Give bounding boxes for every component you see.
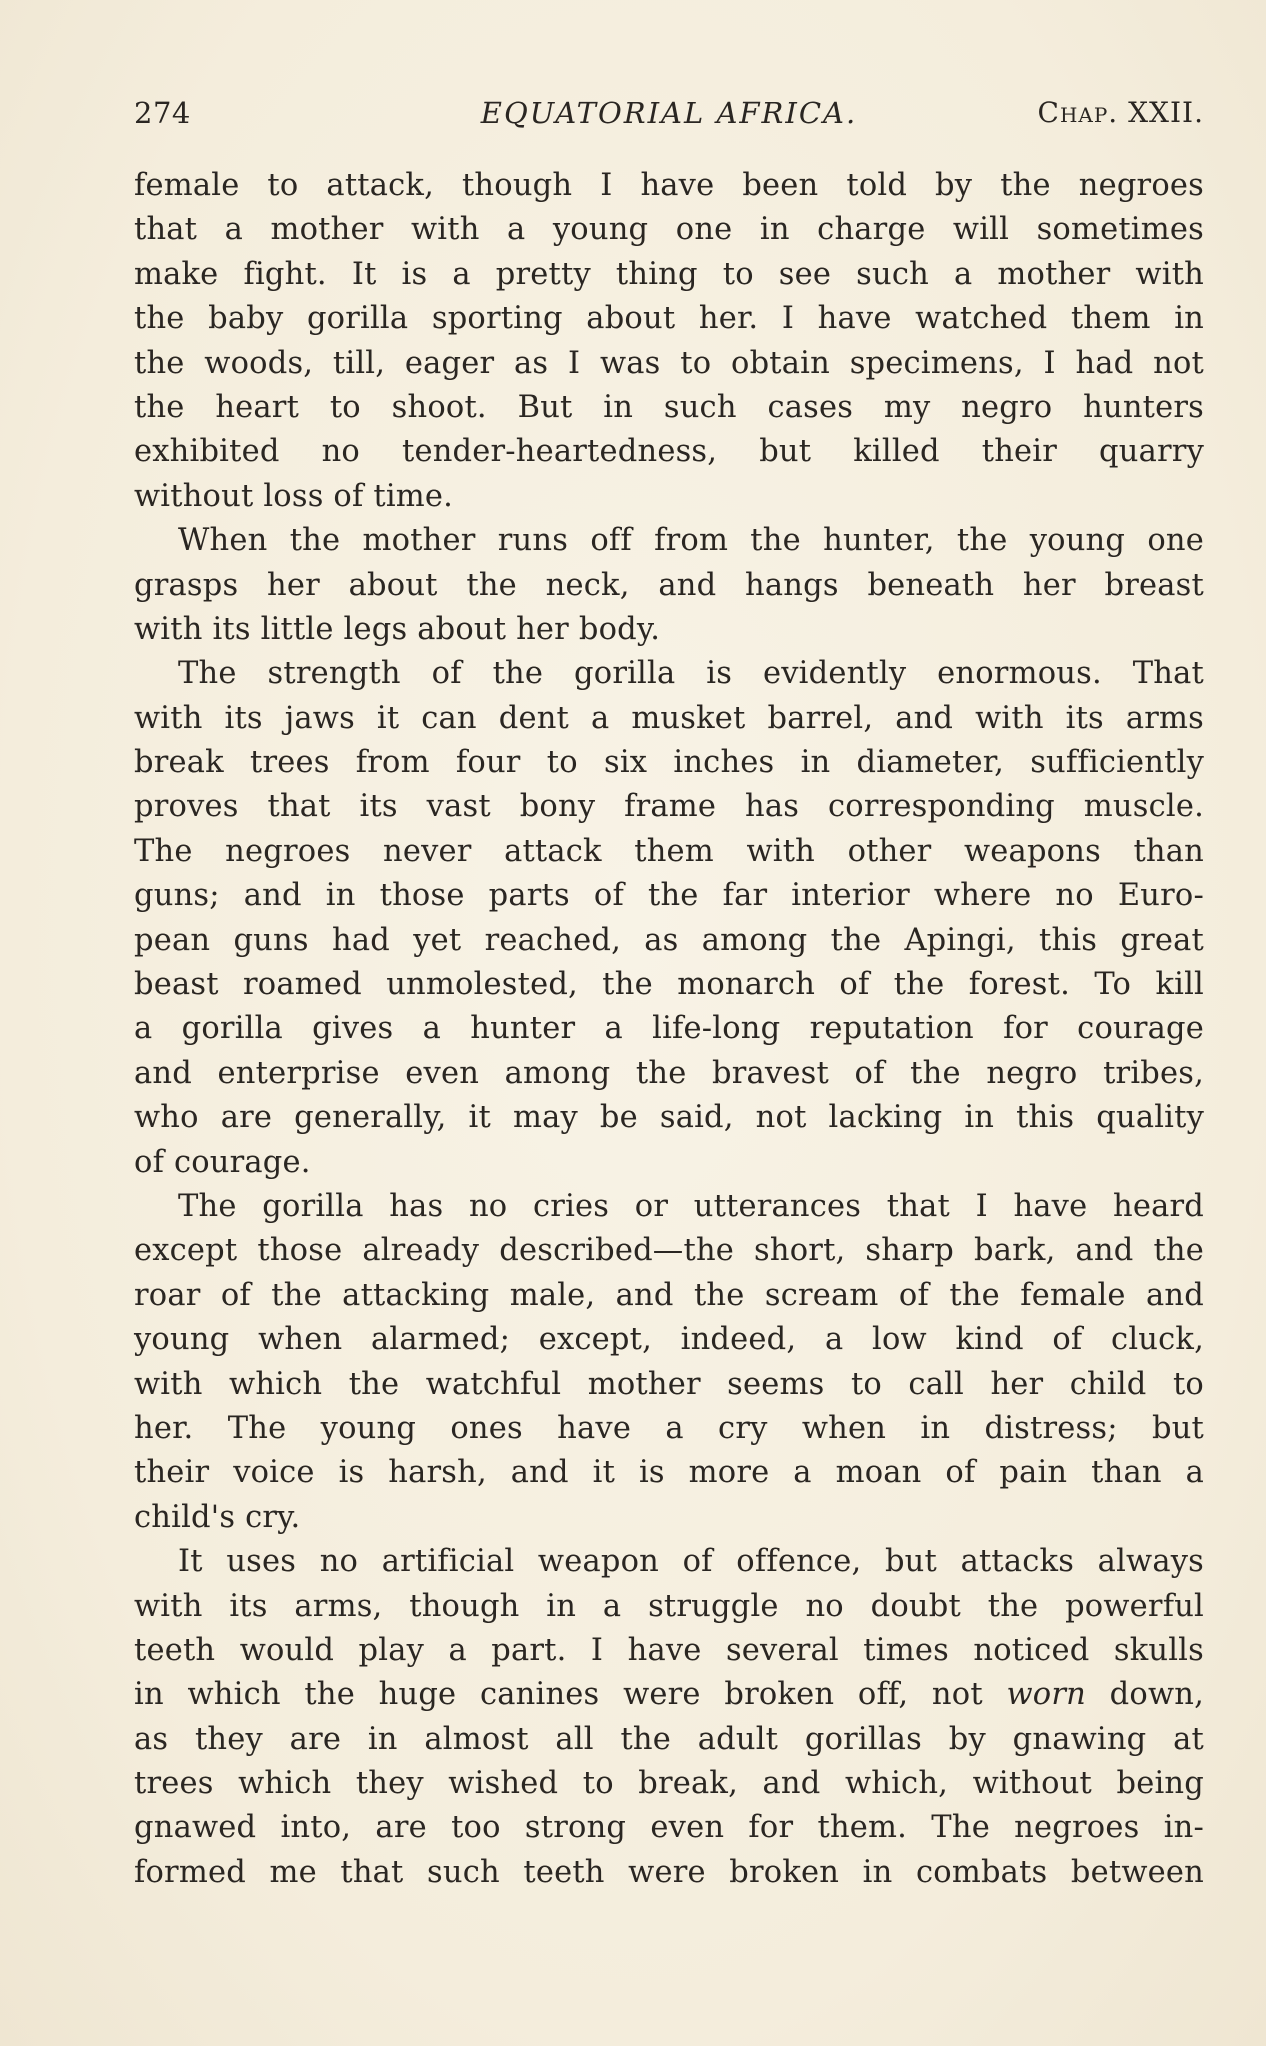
line-text: When the mother runs off from the hunter, the young one bbox=[178, 523, 1204, 559]
text-line bbox=[134, 1052, 1204, 1096]
text-line bbox=[134, 519, 1204, 563]
line-text: with its little legs about her body. bbox=[134, 611, 661, 647]
line-text: trees which they wished to break, and which, without being bbox=[134, 1766, 1204, 1802]
text-line bbox=[134, 963, 1204, 1007]
line-text: make fight. It is a pretty thing to see such a mother with bbox=[134, 256, 1204, 292]
text-line bbox=[134, 1363, 1204, 1407]
text-line bbox=[134, 1673, 1204, 1717]
text-line bbox=[134, 564, 1204, 608]
line-text: The negroes never attack them with other weapons than bbox=[134, 833, 1204, 869]
text-line bbox=[134, 874, 1204, 918]
text-line bbox=[134, 1540, 1204, 1584]
text-line bbox=[134, 1851, 1204, 1895]
line-text: the heart to shoot. But in such cases my negro hunters bbox=[134, 389, 1204, 425]
line-text: the woods, till, eager as I was to obtain specimens, I had not bbox=[134, 345, 1204, 381]
page-number: 274 bbox=[134, 96, 191, 130]
italic-word: worn bbox=[1006, 1677, 1086, 1713]
line-text: female to attack, though I have been told by the negroes bbox=[134, 168, 1204, 203]
line-text: grasps her about the neck, and hangs beneath her breast bbox=[134, 567, 1204, 603]
line-text: The gorilla has no cries or utterances that I have heard bbox=[178, 1188, 1204, 1224]
text-line bbox=[134, 830, 1204, 874]
line-text: with which the watchful mother seems to call her child to bbox=[134, 1366, 1204, 1402]
text-line bbox=[134, 1007, 1204, 1051]
text-line bbox=[134, 1629, 1204, 1673]
text-line bbox=[134, 652, 1204, 696]
line-text: and enterprise even among the bravest of the negro tribes, bbox=[134, 1055, 1204, 1091]
text-line bbox=[134, 1185, 1204, 1229]
text-line bbox=[134, 208, 1204, 252]
text-line bbox=[134, 253, 1204, 297]
text-line bbox=[134, 386, 1204, 430]
line-text: with its arms, though in a struggle no doubt the powerful bbox=[134, 1588, 1204, 1624]
line-text: her. The young ones have a cry when in distress; but bbox=[134, 1410, 1204, 1446]
text-line bbox=[134, 1806, 1204, 1850]
text-line bbox=[134, 608, 1204, 652]
text-line bbox=[134, 919, 1204, 963]
line-text: gnawed into, are too strong even for them. The negroes in- bbox=[134, 1810, 1204, 1846]
text-line bbox=[134, 164, 1204, 208]
text-line bbox=[134, 1229, 1204, 1273]
line-text: exhibited no tender-heartedness, but killed their quarry bbox=[134, 434, 1204, 470]
line-text: young when alarmed; except, indeed, a low kind of cluck, bbox=[134, 1322, 1204, 1358]
text-line bbox=[134, 1585, 1204, 1629]
text-line bbox=[134, 1141, 1204, 1185]
line-text: their voice is harsh, and it is more a moan of pain than a bbox=[134, 1455, 1204, 1491]
line-text: The strength of the gorilla is evidently enormous. That bbox=[178, 656, 1204, 692]
text-line bbox=[134, 1451, 1204, 1495]
line-text: pean guns had yet reached, as among the Apingi, this great bbox=[134, 922, 1204, 958]
text-line bbox=[134, 1407, 1204, 1451]
line-text: guns; and in those parts of the far interior where no Euro- bbox=[134, 878, 1204, 914]
line-text: who are generally, it may be said, not lacking in this quality bbox=[134, 1100, 1204, 1136]
text-line bbox=[134, 1318, 1204, 1362]
line-text: teeth would play a part. I have several times noticed skulls bbox=[134, 1632, 1204, 1668]
text-line bbox=[134, 1274, 1204, 1318]
line-text: with its jaws it can dent a musket barrel, and with its arms bbox=[134, 700, 1204, 736]
text-line bbox=[134, 1762, 1204, 1806]
line-text: in which the huge canines were broken off, not bbox=[134, 1677, 1007, 1713]
line-text: without loss of time. bbox=[134, 478, 454, 514]
line-text: child's cry. bbox=[134, 1499, 301, 1535]
line-text: the baby gorilla sporting about her. I have watched them in bbox=[134, 301, 1204, 337]
text-line bbox=[134, 342, 1204, 386]
running-title: EQUATORIAL AFRICA. bbox=[480, 96, 858, 130]
line-text: formed me that such teeth were broken in combats between bbox=[134, 1854, 1204, 1890]
text-line bbox=[134, 697, 1204, 741]
text-line bbox=[134, 430, 1204, 474]
line-text-tail: down, bbox=[1085, 1677, 1205, 1713]
text-line bbox=[134, 297, 1204, 341]
line-text: beast roamed unmolested, the monarch of the forest. To kill bbox=[134, 967, 1204, 1003]
line-text: proves that its vast bony frame has corresponding muscle. bbox=[134, 789, 1204, 825]
text-line bbox=[134, 741, 1204, 785]
line-text: of courage. bbox=[134, 1144, 311, 1180]
line-text: except those already described—the short, sharp bark, and the bbox=[134, 1233, 1204, 1269]
text-line bbox=[134, 1718, 1204, 1762]
text-line bbox=[134, 475, 1204, 519]
body-text bbox=[134, 164, 1204, 1895]
line-text: break trees from four to six inches in diameter, sufficiently bbox=[134, 745, 1204, 781]
text-line bbox=[134, 1496, 1204, 1540]
running-head bbox=[134, 96, 1204, 140]
chapter-label: Chap. XXII. bbox=[1037, 96, 1204, 129]
text-line bbox=[134, 1096, 1204, 1140]
line-text: as they are in almost all the adult gorillas by gnawing at bbox=[134, 1721, 1204, 1757]
line-text: It uses no artificial weapon of offence, but attacks always bbox=[178, 1544, 1204, 1580]
text-line bbox=[134, 785, 1204, 829]
line-text: a gorilla gives a hunter a life-long reputation for courage bbox=[134, 1011, 1204, 1047]
line-text: that a mother with a young one in charge will sometimes bbox=[134, 212, 1204, 248]
line-text: roar of the attacking male, and the scream of the female and bbox=[134, 1277, 1204, 1313]
